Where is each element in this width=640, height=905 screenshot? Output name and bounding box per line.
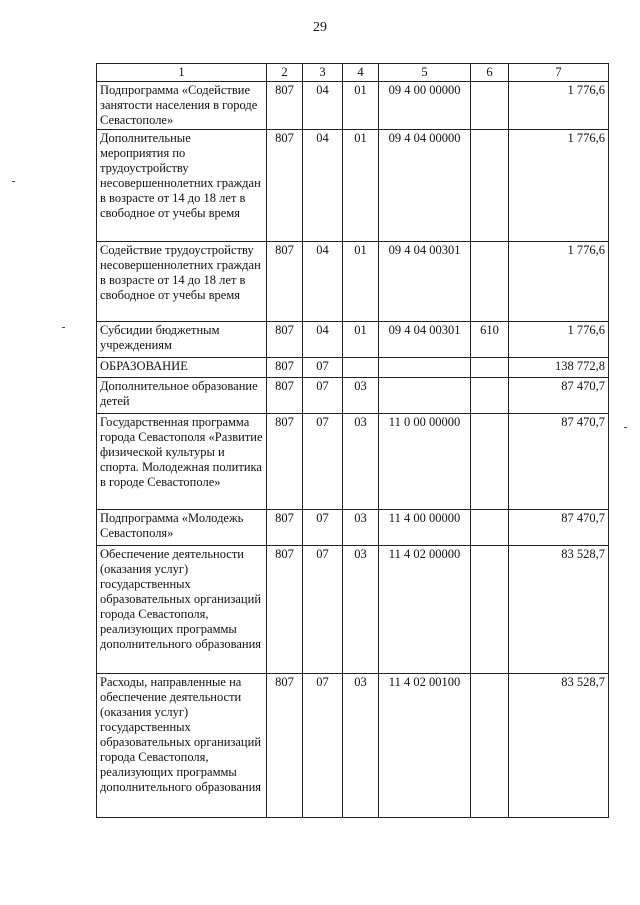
section-code: 04	[303, 82, 343, 130]
section-code: 07	[303, 546, 343, 674]
column-header: 1	[97, 64, 267, 82]
scan-speck	[62, 327, 65, 328]
subsection-code: 03	[343, 378, 379, 414]
expense-type-code	[471, 674, 509, 818]
scan-speck	[624, 427, 627, 428]
row-name: Государственная программа города Севастополя «Развитие физической культуры и спорта. Молодежная политика в городе Севастополе»	[97, 414, 267, 510]
table-row	[97, 242, 609, 322]
section-code: 04	[303, 130, 343, 242]
amount: 1 776,6	[509, 322, 609, 358]
target-item-code: 09 4 04 00301	[379, 322, 471, 358]
amount: 1 776,6	[509, 242, 609, 322]
row-name: Расходы, направленные на обеспечение деятельности (оказания услуг) государственных образовательных организаций города Севастополя, реализующих программы дополнительного образования	[97, 674, 267, 818]
department-code: 807	[267, 510, 303, 546]
subsection-code: 03	[343, 674, 379, 818]
table-row	[97, 130, 609, 242]
table-row	[97, 414, 609, 510]
row-name: Подпрограмма «Молодежь Севастополя»	[97, 510, 267, 546]
expense-type-code	[471, 510, 509, 546]
subsection-code: 01	[343, 322, 379, 358]
target-item-code	[379, 378, 471, 414]
header-row	[97, 64, 609, 82]
page-number: 29	[313, 20, 327, 35]
target-item-code: 11 0 00 00000	[379, 414, 471, 510]
section-code: 07	[303, 378, 343, 414]
department-code: 807	[267, 322, 303, 358]
table-row	[97, 378, 609, 414]
subsection-code: 03	[343, 414, 379, 510]
column-header: 6	[471, 64, 509, 82]
column-header: 4	[343, 64, 379, 82]
expense-type-code	[471, 242, 509, 322]
budget-table	[96, 63, 609, 818]
department-code: 807	[267, 378, 303, 414]
amount: 138 772,8	[509, 358, 609, 378]
expense-type-code	[471, 82, 509, 130]
row-name: Субсидии бюджетным учреждениям	[97, 322, 267, 358]
scan-speck	[12, 181, 15, 182]
amount: 87 470,7	[509, 414, 609, 510]
subsection-code	[343, 358, 379, 378]
row-name: Подпрограмма «Содействие занятости населения в городе Севастополе»	[97, 82, 267, 130]
column-header: 5	[379, 64, 471, 82]
department-code: 807	[267, 414, 303, 510]
amount: 83 528,7	[509, 674, 609, 818]
target-item-code: 11 4 02 00000	[379, 546, 471, 674]
section-code: 07	[303, 414, 343, 510]
department-code: 807	[267, 130, 303, 242]
amount: 83 528,7	[509, 546, 609, 674]
department-code: 807	[267, 546, 303, 674]
expense-type-code	[471, 130, 509, 242]
table-row	[97, 674, 609, 818]
subsection-code: 01	[343, 82, 379, 130]
amount: 1 776,6	[509, 82, 609, 130]
row-name: Содействие трудоустройству несовершеннолетних граждан в возрасте от 14 до 18 лет в свободное от учебы время	[97, 242, 267, 322]
section-code: 07	[303, 358, 343, 378]
subsection-code: 01	[343, 242, 379, 322]
expense-type-code: 610	[471, 322, 509, 358]
target-item-code: 09 4 04 00000	[379, 130, 471, 242]
department-code: 807	[267, 242, 303, 322]
section-code: 04	[303, 242, 343, 322]
target-item-code: 09 4 00 00000	[379, 82, 471, 130]
amount: 87 470,7	[509, 378, 609, 414]
department-code: 807	[267, 674, 303, 818]
amount: 1 776,6	[509, 130, 609, 242]
column-header: 7	[509, 64, 609, 82]
row-name: ОБРАЗОВАНИЕ	[97, 358, 267, 378]
target-item-code: 11 4 02 00100	[379, 674, 471, 818]
section-code: 07	[303, 674, 343, 818]
expense-type-code	[471, 378, 509, 414]
expense-type-code	[471, 358, 509, 378]
table-row	[97, 82, 609, 130]
table-row	[97, 510, 609, 546]
column-header: 3	[303, 64, 343, 82]
expense-type-code	[471, 414, 509, 510]
subsection-code: 01	[343, 130, 379, 242]
department-code: 807	[267, 358, 303, 378]
subsection-code: 03	[343, 510, 379, 546]
row-name: Дополнительное образование детей	[97, 378, 267, 414]
column-header: 2	[267, 64, 303, 82]
expense-type-code	[471, 546, 509, 674]
target-item-code: 11 4 00 00000	[379, 510, 471, 546]
table-row	[97, 322, 609, 358]
table-row	[97, 358, 609, 378]
row-name: Обеспечение деятельности (оказания услуг) государственных образовательных организаций города Севастополя, реализующих программы дополнительного образования	[97, 546, 267, 674]
target-item-code	[379, 358, 471, 378]
amount: 87 470,7	[509, 510, 609, 546]
section-code: 04	[303, 322, 343, 358]
section-code: 07	[303, 510, 343, 546]
department-code: 807	[267, 82, 303, 130]
subsection-code: 03	[343, 546, 379, 674]
target-item-code: 09 4 04 00301	[379, 242, 471, 322]
table-row	[97, 546, 609, 674]
row-name: Дополнительные мероприятия по трудоустройству несовершеннолетних граждан в возрасте от 14 до 18 лет в свободное от учебы время	[97, 130, 267, 242]
